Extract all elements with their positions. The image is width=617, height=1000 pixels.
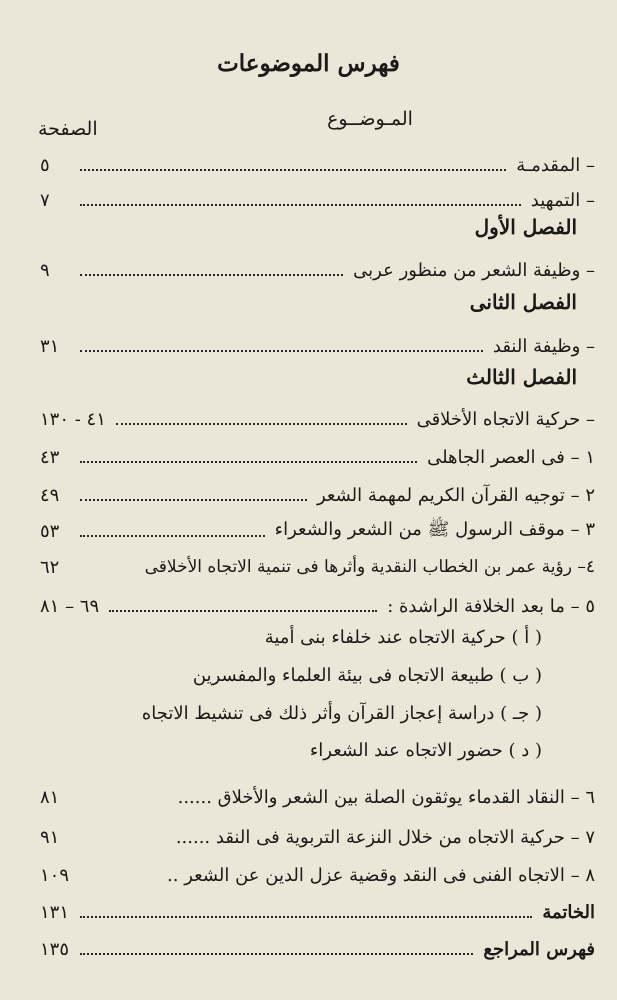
toc-entry: [40, 402, 595, 436]
dot-leader: [80, 535, 265, 537]
toc-entry-page: ٤١ - ١٣٠: [40, 408, 106, 430]
toc-entry-text: ٢ – توجيه القرآن الكريم لمهمة الشعر: [316, 484, 595, 506]
toc-entry-text: ٣ – موقف الرسول ﷺ من الشعر والشعراء: [274, 519, 595, 540]
toc-entry-page: ٨١: [40, 786, 60, 808]
toc-entry-text: ٥ – ما بعد الخلافة الراشدة :: [387, 595, 595, 617]
toc-entry-introduction: [40, 148, 595, 182]
toc-entry-page: ١٣١: [40, 901, 70, 923]
toc-entry-page: ٩١: [40, 826, 60, 848]
dot-leader: [80, 169, 506, 171]
dot-leader: [80, 953, 473, 955]
toc-entry-text: ٧ – حركية الاتجاه من خلال النزعة التربوية فى النقد ......: [175, 826, 595, 848]
chapter-heading: الفصل الثانى: [469, 290, 577, 314]
toc-entry: [40, 858, 595, 892]
toc-entry: [40, 440, 595, 474]
chapter-heading: الفصل الأول: [474, 215, 577, 239]
toc-entry: [40, 514, 595, 548]
toc-entry-page: ٣١: [40, 335, 60, 357]
toc-entry-page: ١٠٩: [40, 864, 70, 886]
toc-entry-text: ٦ – النقاد القدماء يوثقون الصلة بين الشعر والأخلاق ......: [177, 786, 595, 808]
toc-entry-text: ١ – فى العصر الجاهلى: [427, 446, 595, 468]
toc-entry-text: – المقدمـة: [516, 154, 595, 176]
column-header-page: الصفحة: [38, 118, 98, 140]
column-header-topic: المـوضــوع: [327, 108, 413, 130]
toc-entry-preface: [40, 183, 595, 217]
toc-entry: [40, 253, 595, 287]
toc-entry-page: ٩: [40, 259, 50, 281]
toc-entry-text: – حركية الاتجاه الأخلاقى: [416, 408, 595, 430]
dot-leader: [80, 350, 483, 352]
toc-entry: [40, 550, 595, 584]
dot-leader: [80, 274, 343, 276]
toc-subitem: ( د ) حضور الاتجاه عند الشعراء: [309, 740, 542, 761]
toc-entry-text: ٨ – الاتجاه الفنى فى النقد وقضية عزل الدين عن الشعر ..: [167, 864, 595, 886]
dot-leader: [109, 610, 377, 612]
toc-entry-text: فهرس المراجع: [483, 938, 595, 960]
toc-entry-page: ٦٩ – ٨١: [40, 595, 100, 617]
toc-entry-conclusion: [40, 895, 595, 929]
toc-entry-text: – التمهيد: [530, 189, 595, 211]
toc-entry: [40, 478, 595, 512]
toc-subitem: ( ب ) طبيعة الاتجاه فى بيئة العلماء والمفسرين: [192, 665, 542, 686]
toc-entry-page: ٧: [40, 189, 50, 211]
toc-entry: [40, 329, 595, 363]
toc-entry: [40, 780, 595, 814]
toc-entry-page: ٤٣: [40, 446, 60, 468]
toc-entry: [40, 589, 595, 623]
toc-entry-page: ٦٢: [40, 556, 60, 578]
toc-entry-page: ٥: [40, 154, 50, 176]
toc-entry-references: [40, 932, 595, 966]
dot-leader: [80, 461, 417, 463]
toc-entry: [40, 820, 595, 854]
dot-leader: [80, 916, 532, 918]
toc-entry-text: ٤– رؤية عمر بن الخطاب النقدية وأثرها فى تنمية الاتجاه الأخلاقى: [144, 557, 595, 577]
toc-subitem: ( أ ) حركية الاتجاه عند خلفاء بنى أمية: [264, 627, 542, 648]
toc-entry-page: ٥٣: [40, 520, 60, 542]
dot-leader: [80, 499, 307, 501]
toc-entry-text: الخاتمة: [542, 901, 595, 923]
page-title: فهرس الموضوعات: [217, 50, 400, 77]
toc-entry-page: ٤٩: [40, 484, 60, 506]
dot-leader: [116, 423, 407, 425]
toc-entry-text: – وظيفة الشعر من منظور عربى: [353, 259, 595, 281]
toc-entry-text: – وظيفة النقد: [492, 335, 595, 357]
dot-leader: [80, 204, 521, 206]
chapter-heading: الفصل الثالث: [466, 365, 577, 389]
toc-subitem: ( جـ ) دراسة إعجاز القرآن وأثر ذلك فى تنشيط الاتجاه: [141, 703, 542, 724]
toc-entry-page: ١٣٥: [40, 938, 70, 960]
